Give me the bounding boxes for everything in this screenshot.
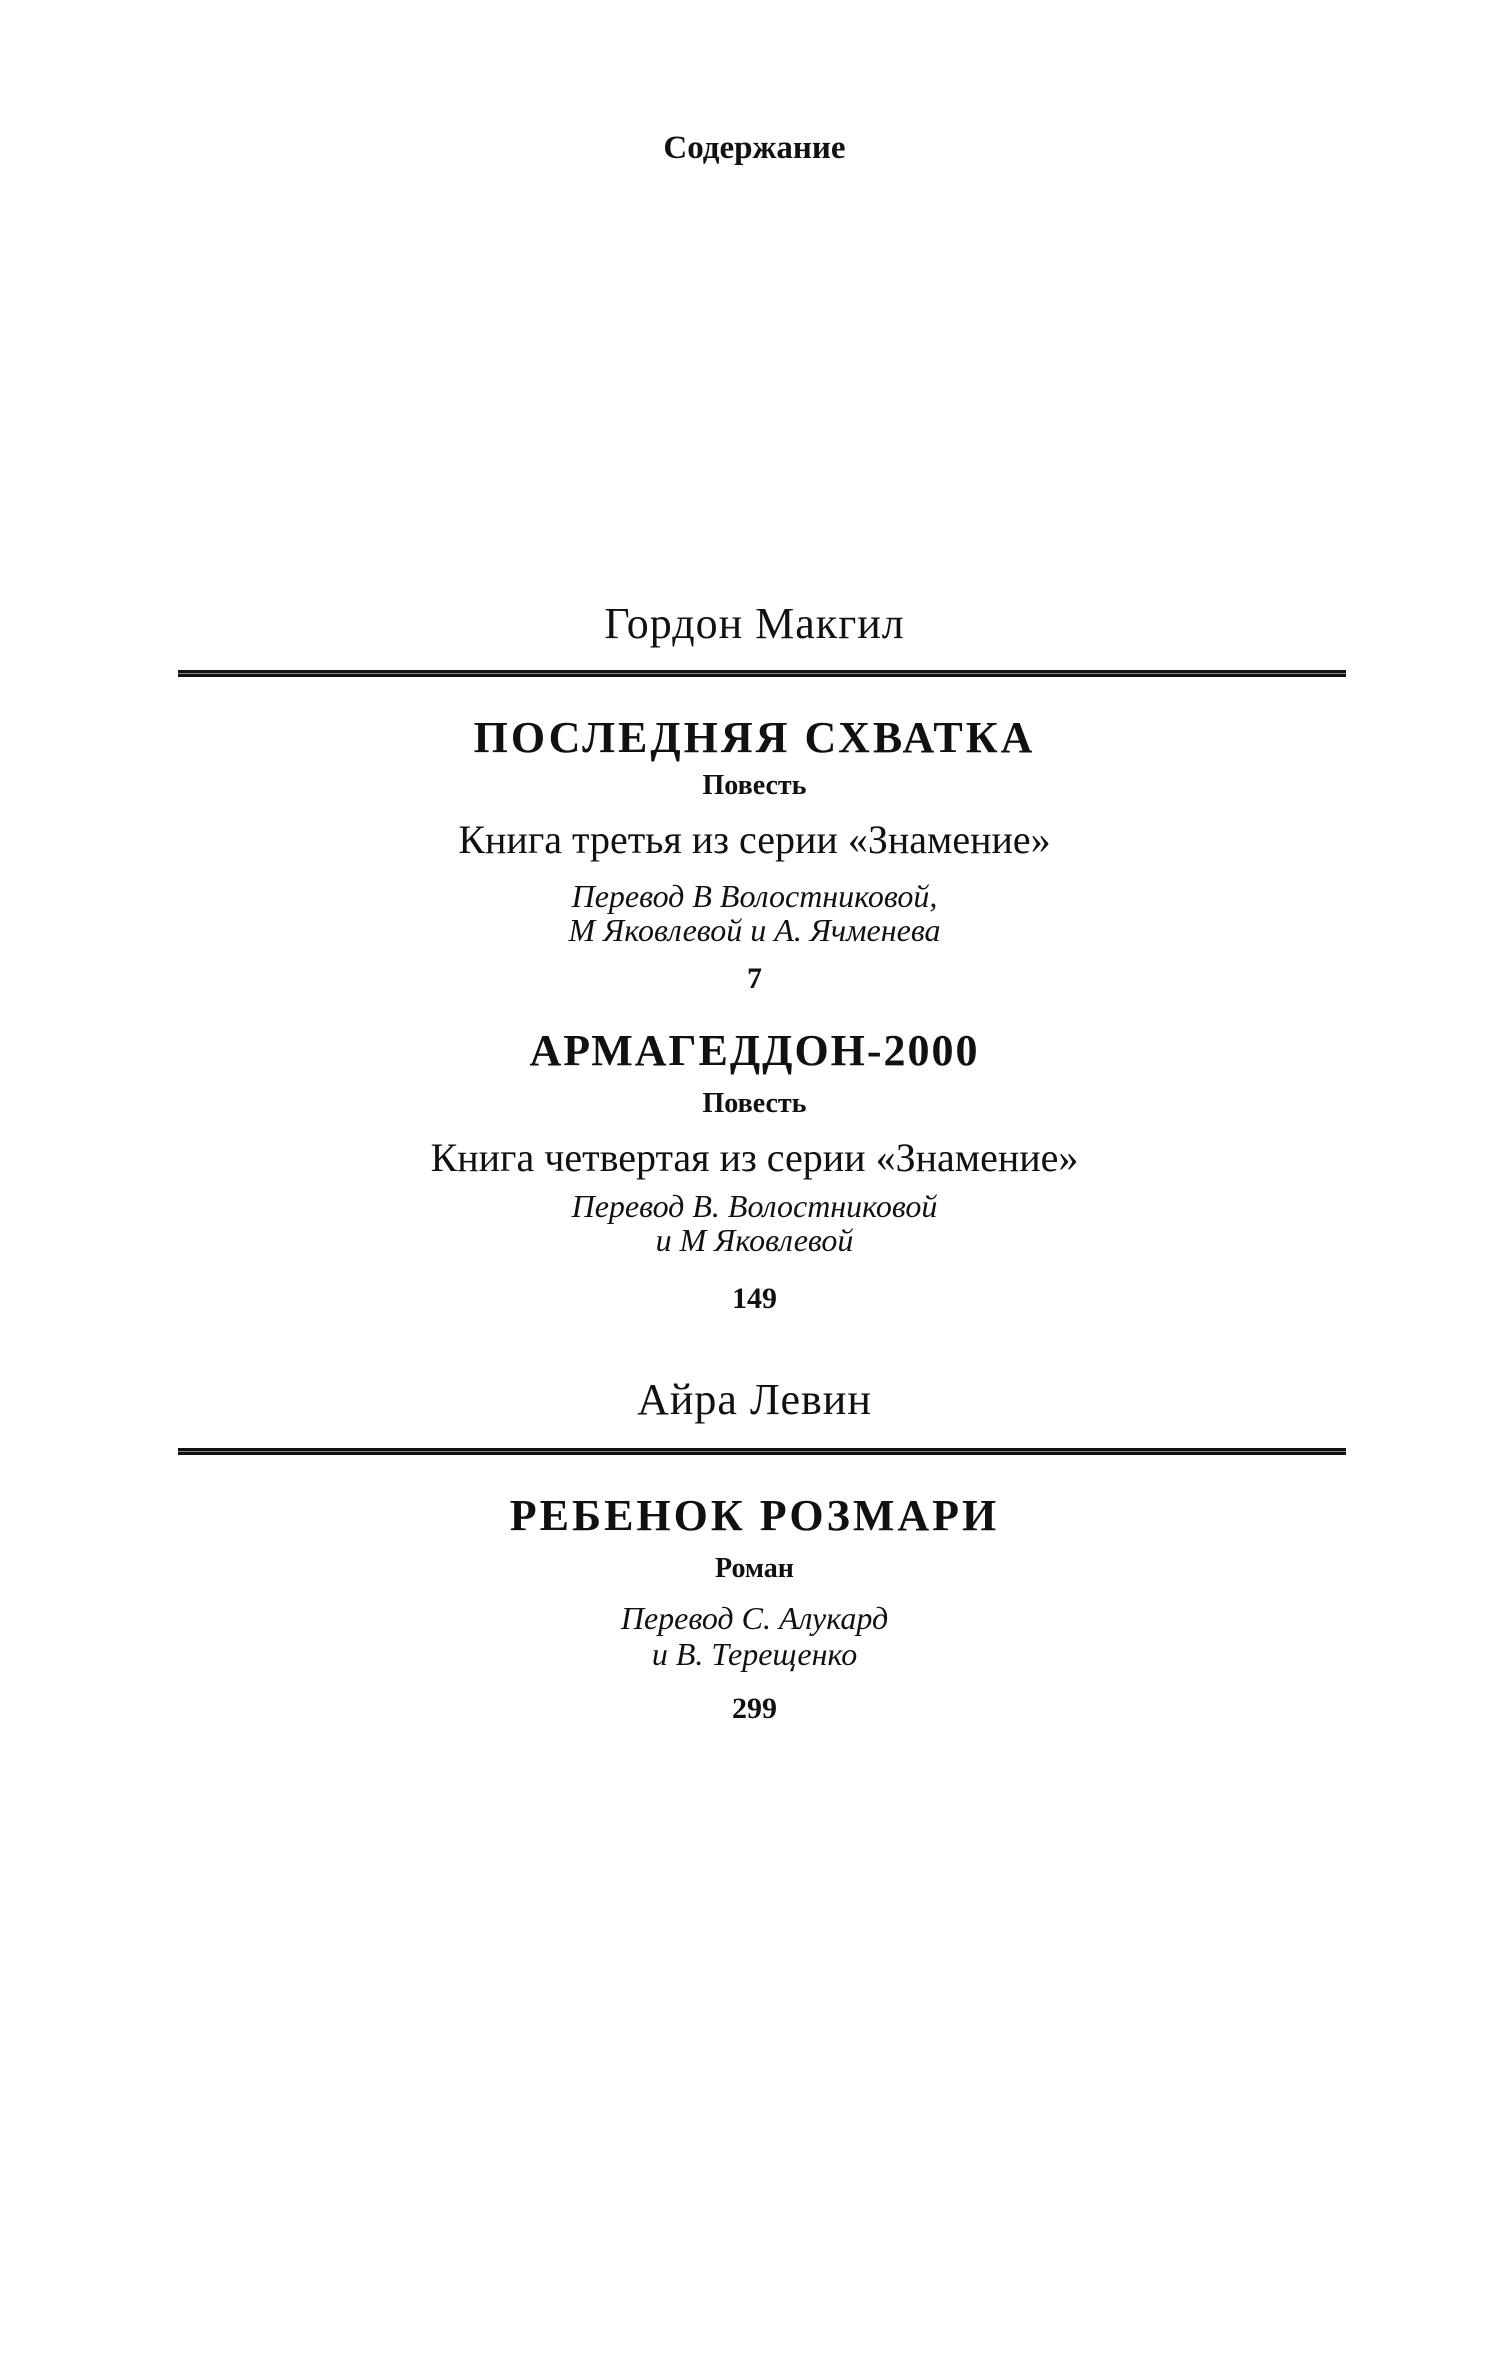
work-series: Книга третья из серии «Знамение»	[458, 817, 1051, 862]
work-page-number: 149	[732, 1282, 777, 1315]
section-divider	[178, 670, 1346, 677]
work-page-number: 7	[747, 962, 762, 995]
section-divider	[178, 1448, 1346, 1455]
page-heading: Содержание	[663, 130, 846, 166]
work-translation-line: М Яковлевой и А. Ячменева	[568, 912, 941, 948]
work-translation-line: и В. Терещенко	[651, 1636, 858, 1672]
work-title: АРМАГЕДДОН-2000	[529, 1026, 980, 1075]
work-series: Книга четвертая из серии «Знамение»	[430, 1135, 1079, 1180]
work-title: ПОСЛЕДНЯЯ СХВАТКА	[473, 713, 1036, 762]
work-genre: Роман	[715, 1553, 794, 1584]
work-translation-line: Перевод С. Алукард	[620, 1600, 889, 1636]
work-translation-line: и М Яковлевой	[655, 1222, 854, 1258]
work-translation-line: Перевод В Волостниковой,	[571, 878, 938, 914]
work-genre: Повесть	[702, 1088, 807, 1119]
work-translation-line: Перевод В. Волостниковой	[571, 1188, 938, 1224]
author-name: Гордон Макгил	[604, 599, 905, 648]
work-genre: Повесть	[702, 770, 807, 801]
work-title: РЕБЕНОК РОЗМАРИ	[509, 1491, 1000, 1540]
author-name: Айра Левин	[637, 1375, 872, 1424]
work-page-number: 299	[732, 1692, 777, 1725]
